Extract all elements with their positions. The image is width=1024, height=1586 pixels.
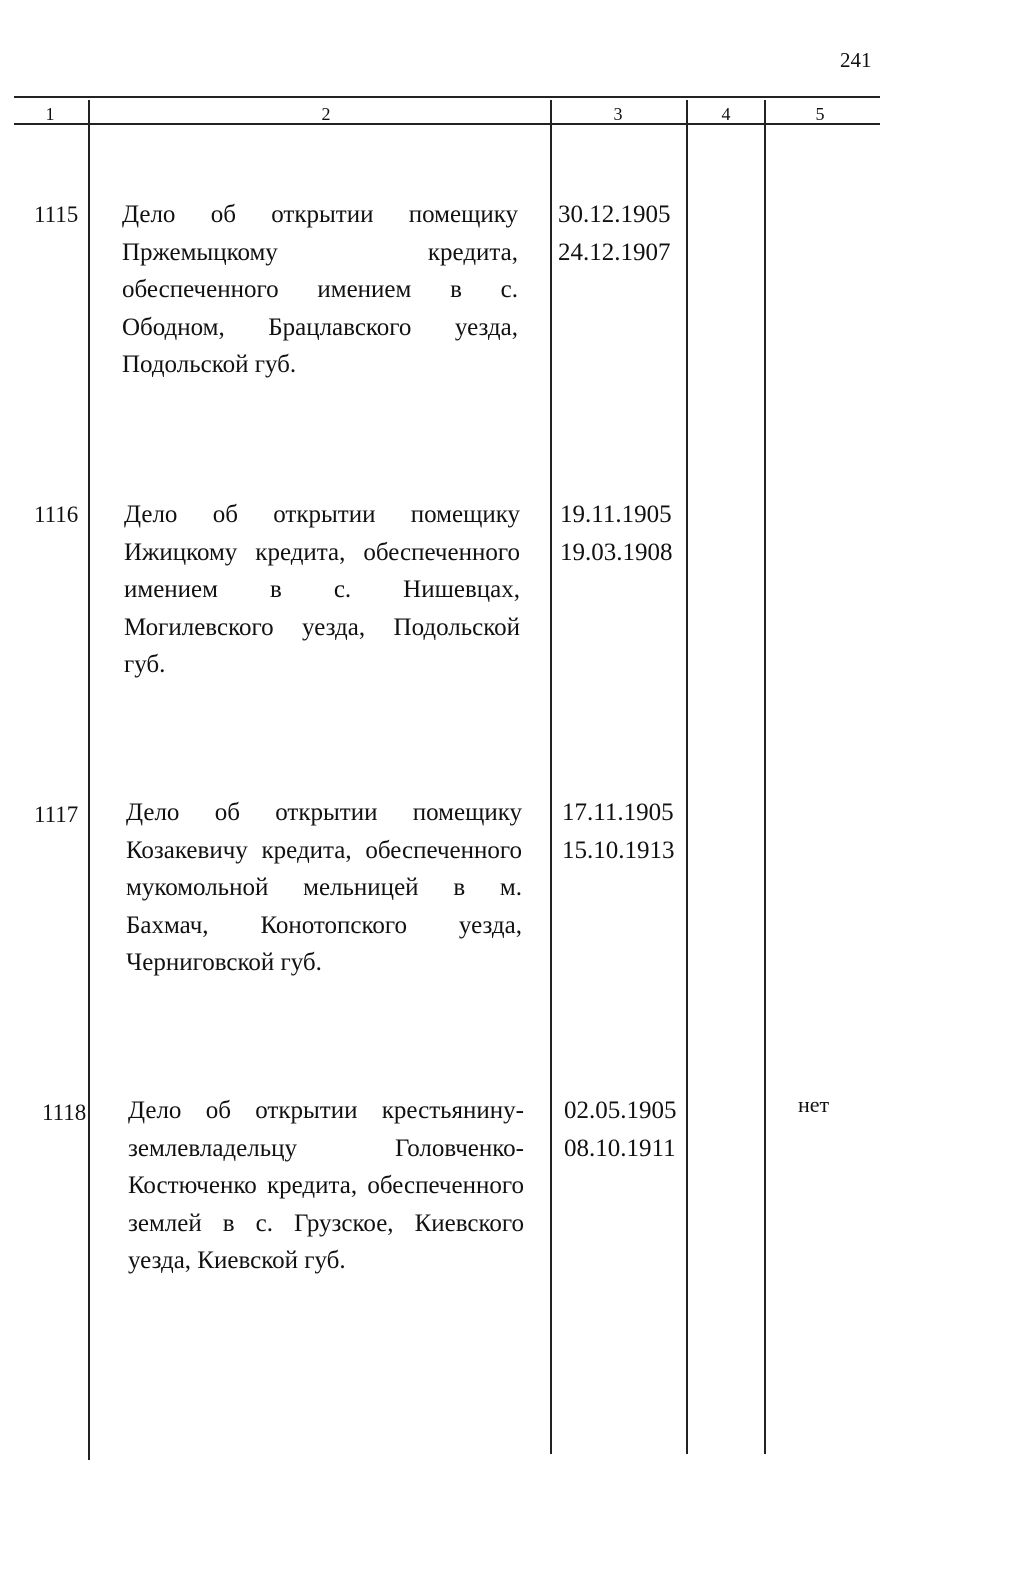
table-header-rule [14,123,880,125]
record-dates [564,1092,677,1167]
date-end: 15.10.1913 [562,836,675,864]
record-description: Дело об открытии помещику Пржемыцкому кредита, обеспеченного имением в с. Ободном, Брацлавского уезда, Подольской губ. [122,201,518,378]
date-start: 02.05.1905 [564,1097,677,1124]
column-header-3: 3 [613,104,623,124]
record-description: Дело об открытии крестьянину-землевладельцу Головченко-Костюченко кредита, обеспеченного землей в с. Грузское, Киевского уезда, Киевской губ. [128,1097,524,1274]
column-divider-1-2 [88,100,90,1460]
record-dates [560,496,673,571]
record-number: 1116 [34,502,79,527]
date-start: 17.11.1905 [562,799,674,826]
date-start: 30.12.1905 [558,201,671,228]
record-dates [558,196,671,271]
date-start: 19.11.1905 [560,501,672,528]
record-number: 1115 [34,202,79,227]
table-top-rule [14,96,880,98]
date-end: 08.10.1911 [564,1134,676,1162]
record-number: 1117 [34,802,79,827]
record-description: Дело об открытии помещику Козакевичу кредита, обеспеченного мукомольной мельницей в м. Бахмач, Конотопского уезда, Черниговской губ. [126,799,522,976]
record-description: Дело об открытии помещику Ижицкому кредита, обеспеченного имением в с. Нишевцах, Могилевского уезда, Подольской губ. [124,501,520,678]
record-dates [562,794,675,869]
column-header-2: 2 [321,104,331,124]
record-number: 1118 [42,1100,87,1125]
column-divider-4-5 [764,100,766,1454]
column-header-4: 4 [721,104,731,124]
page-number: 241 [840,48,872,72]
date-end: 24.12.1907 [558,238,671,266]
column-header-5: 5 [815,104,825,124]
record-note-col5: нет [798,1092,830,1117]
column-header-1: 1 [45,104,55,124]
column-divider-3-4 [686,100,688,1454]
column-divider-2-3 [550,100,552,1454]
date-end: 19.03.1908 [560,538,673,566]
